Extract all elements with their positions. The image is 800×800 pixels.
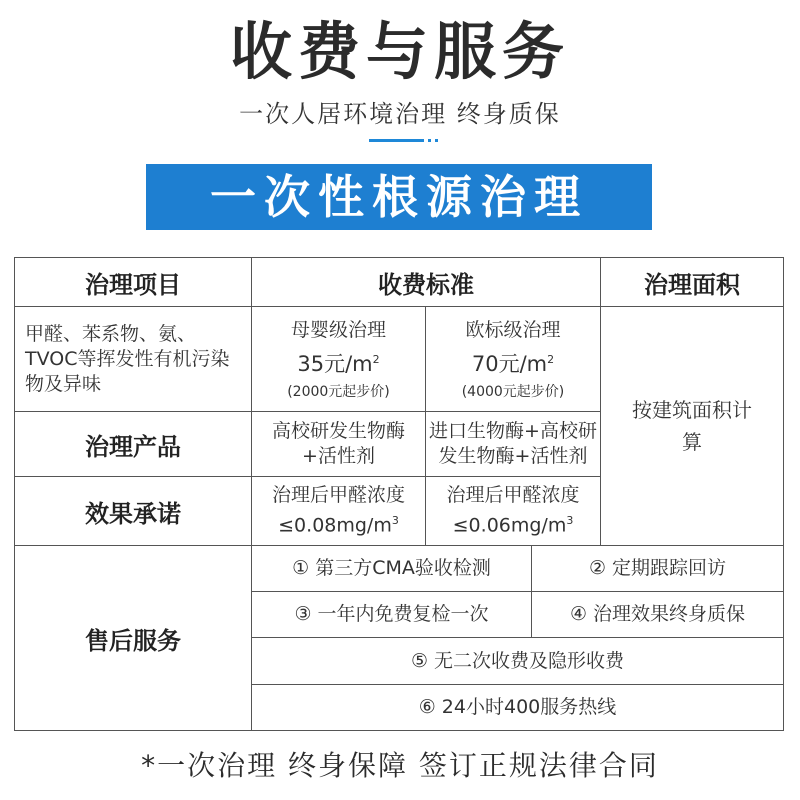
plan-min-price: (2000元起步价) <box>287 383 390 400</box>
fee-service-table <box>14 257 784 731</box>
accent-dot <box>435 139 438 142</box>
plan-name: 欧标级治理 <box>465 318 561 341</box>
plan-1-product: 高校研发生物酶+活性剂 <box>271 420 405 467</box>
row-label-service: 售后服务 <box>85 626 181 655</box>
unit-superscript: 3 <box>391 514 399 528</box>
accent-line <box>369 139 424 142</box>
header-item: 治理项目 <box>85 270 181 299</box>
plan-price: 35元/m <box>297 351 373 376</box>
service-item: ④ 治理效果终身质保 <box>569 603 746 625</box>
plan-1-promise: 治理后甲醛浓度$\le 0.08mg/m^3$ <box>271 484 405 537</box>
header-fee: 收费标准 <box>378 270 474 299</box>
row-label-promise: 效果承诺 <box>85 499 181 528</box>
service-item: ① 第三方CMA验收检测 <box>292 557 491 579</box>
footer-note: *一次治理 终身保障 签订正规法律合同 <box>141 749 659 782</box>
area-text: 按建筑面积计算 <box>632 398 752 454</box>
service-item: ③ 一年内免费复检一次 <box>294 603 489 625</box>
plan-name: 母婴级治理 <box>290 318 386 341</box>
unit-superscript: 3 <box>566 514 574 528</box>
row-label-product: 治理产品 <box>85 432 181 461</box>
unit-superscript: 2 <box>547 352 555 366</box>
accent-dot <box>428 139 431 142</box>
service-item: ② 定期跟踪回访 <box>588 557 727 579</box>
plan-mother-baby <box>252 307 425 411</box>
plan-price: 70元/m <box>471 351 548 376</box>
unit-superscript: 2 <box>372 352 380 366</box>
header-area: 治理面积 <box>644 270 740 299</box>
plan-min-price: (4000元起步价) <box>461 383 565 400</box>
page-title: 收费与服务 <box>229 15 570 88</box>
plan-2-product: 进口生物酶+高校研发生物酶+活性剂 <box>429 420 597 467</box>
service-item: ⑤ 无二次收费及隐形收费 <box>410 649 625 672</box>
banner: 一次性根源治理 <box>146 164 652 230</box>
item-description: 甲醛、苯系物、氨、TVOC等挥发性有机污染物及异味 <box>25 322 230 395</box>
service-item: ⑥ 24小时400服务热线 <box>418 696 617 718</box>
page-subtitle: 一次人居环境治理 终身质保 <box>239 100 561 128</box>
plan-2-promise: 治理后甲醛浓度$\le 0.06mg/m^3$ <box>446 484 580 537</box>
plan-eu-standard <box>426 307 600 411</box>
